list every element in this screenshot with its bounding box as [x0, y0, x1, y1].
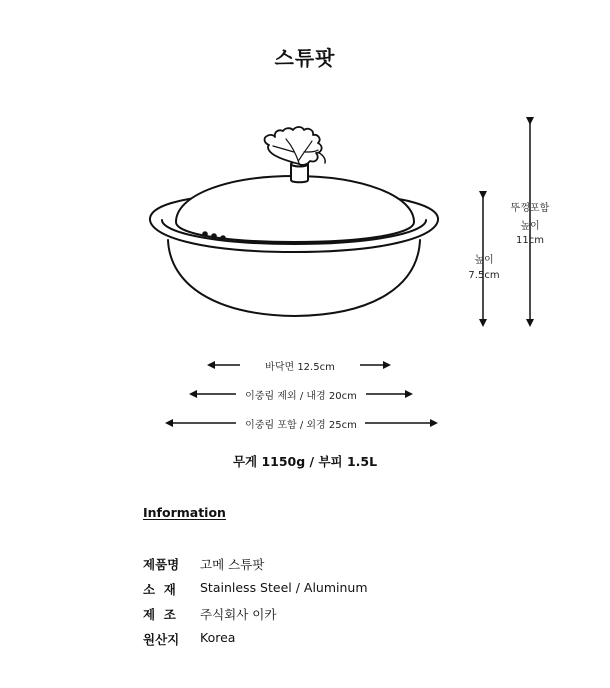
spec-key: 원산지 — [143, 632, 180, 647]
spec-key: 제품명 — [143, 557, 180, 572]
spec-row-origin — [143, 630, 235, 648]
spec-value: Stainless Steel / Aluminum — [200, 580, 368, 595]
spec-row-material — [143, 580, 368, 598]
spec-row-product — [143, 555, 264, 573]
base-diameter-label: 바닥면 12.5cm — [265, 362, 335, 373]
body-height-label: 높이 — [474, 255, 494, 266]
lid-height-label-2: 높이 — [520, 221, 540, 232]
weight-volume: 무게 1150g / 부피 1.5L — [232, 454, 378, 469]
inner-diameter-label: 이중림 제외 / 내경 20cm — [245, 391, 357, 402]
pot-illustration — [150, 127, 438, 316]
steam-hole-2 — [212, 234, 216, 238]
spec-value: 주식회사 이카 — [200, 607, 277, 622]
spec-key: 소 재 — [143, 582, 176, 597]
lid — [176, 176, 414, 242]
spec-value: Korea — [200, 630, 236, 645]
spec-key: 제 조 — [143, 607, 176, 622]
steam-hole-3 — [221, 236, 225, 240]
lid-height-label-1: 뚜껑포함 — [510, 203, 550, 214]
spec-row-manufacturer — [143, 605, 276, 623]
lid-height-value: 11cm — [516, 235, 544, 246]
spec-value: 고메 스튜팟 — [200, 557, 265, 572]
outer-diameter-label: 이중림 포함 / 외경 25cm — [245, 420, 357, 431]
info-heading: Information — [143, 505, 226, 520]
page-title: 스튜팟 — [274, 46, 336, 70]
body-height-value: 7.5cm — [468, 270, 500, 281]
steam-hole-1 — [203, 232, 207, 236]
